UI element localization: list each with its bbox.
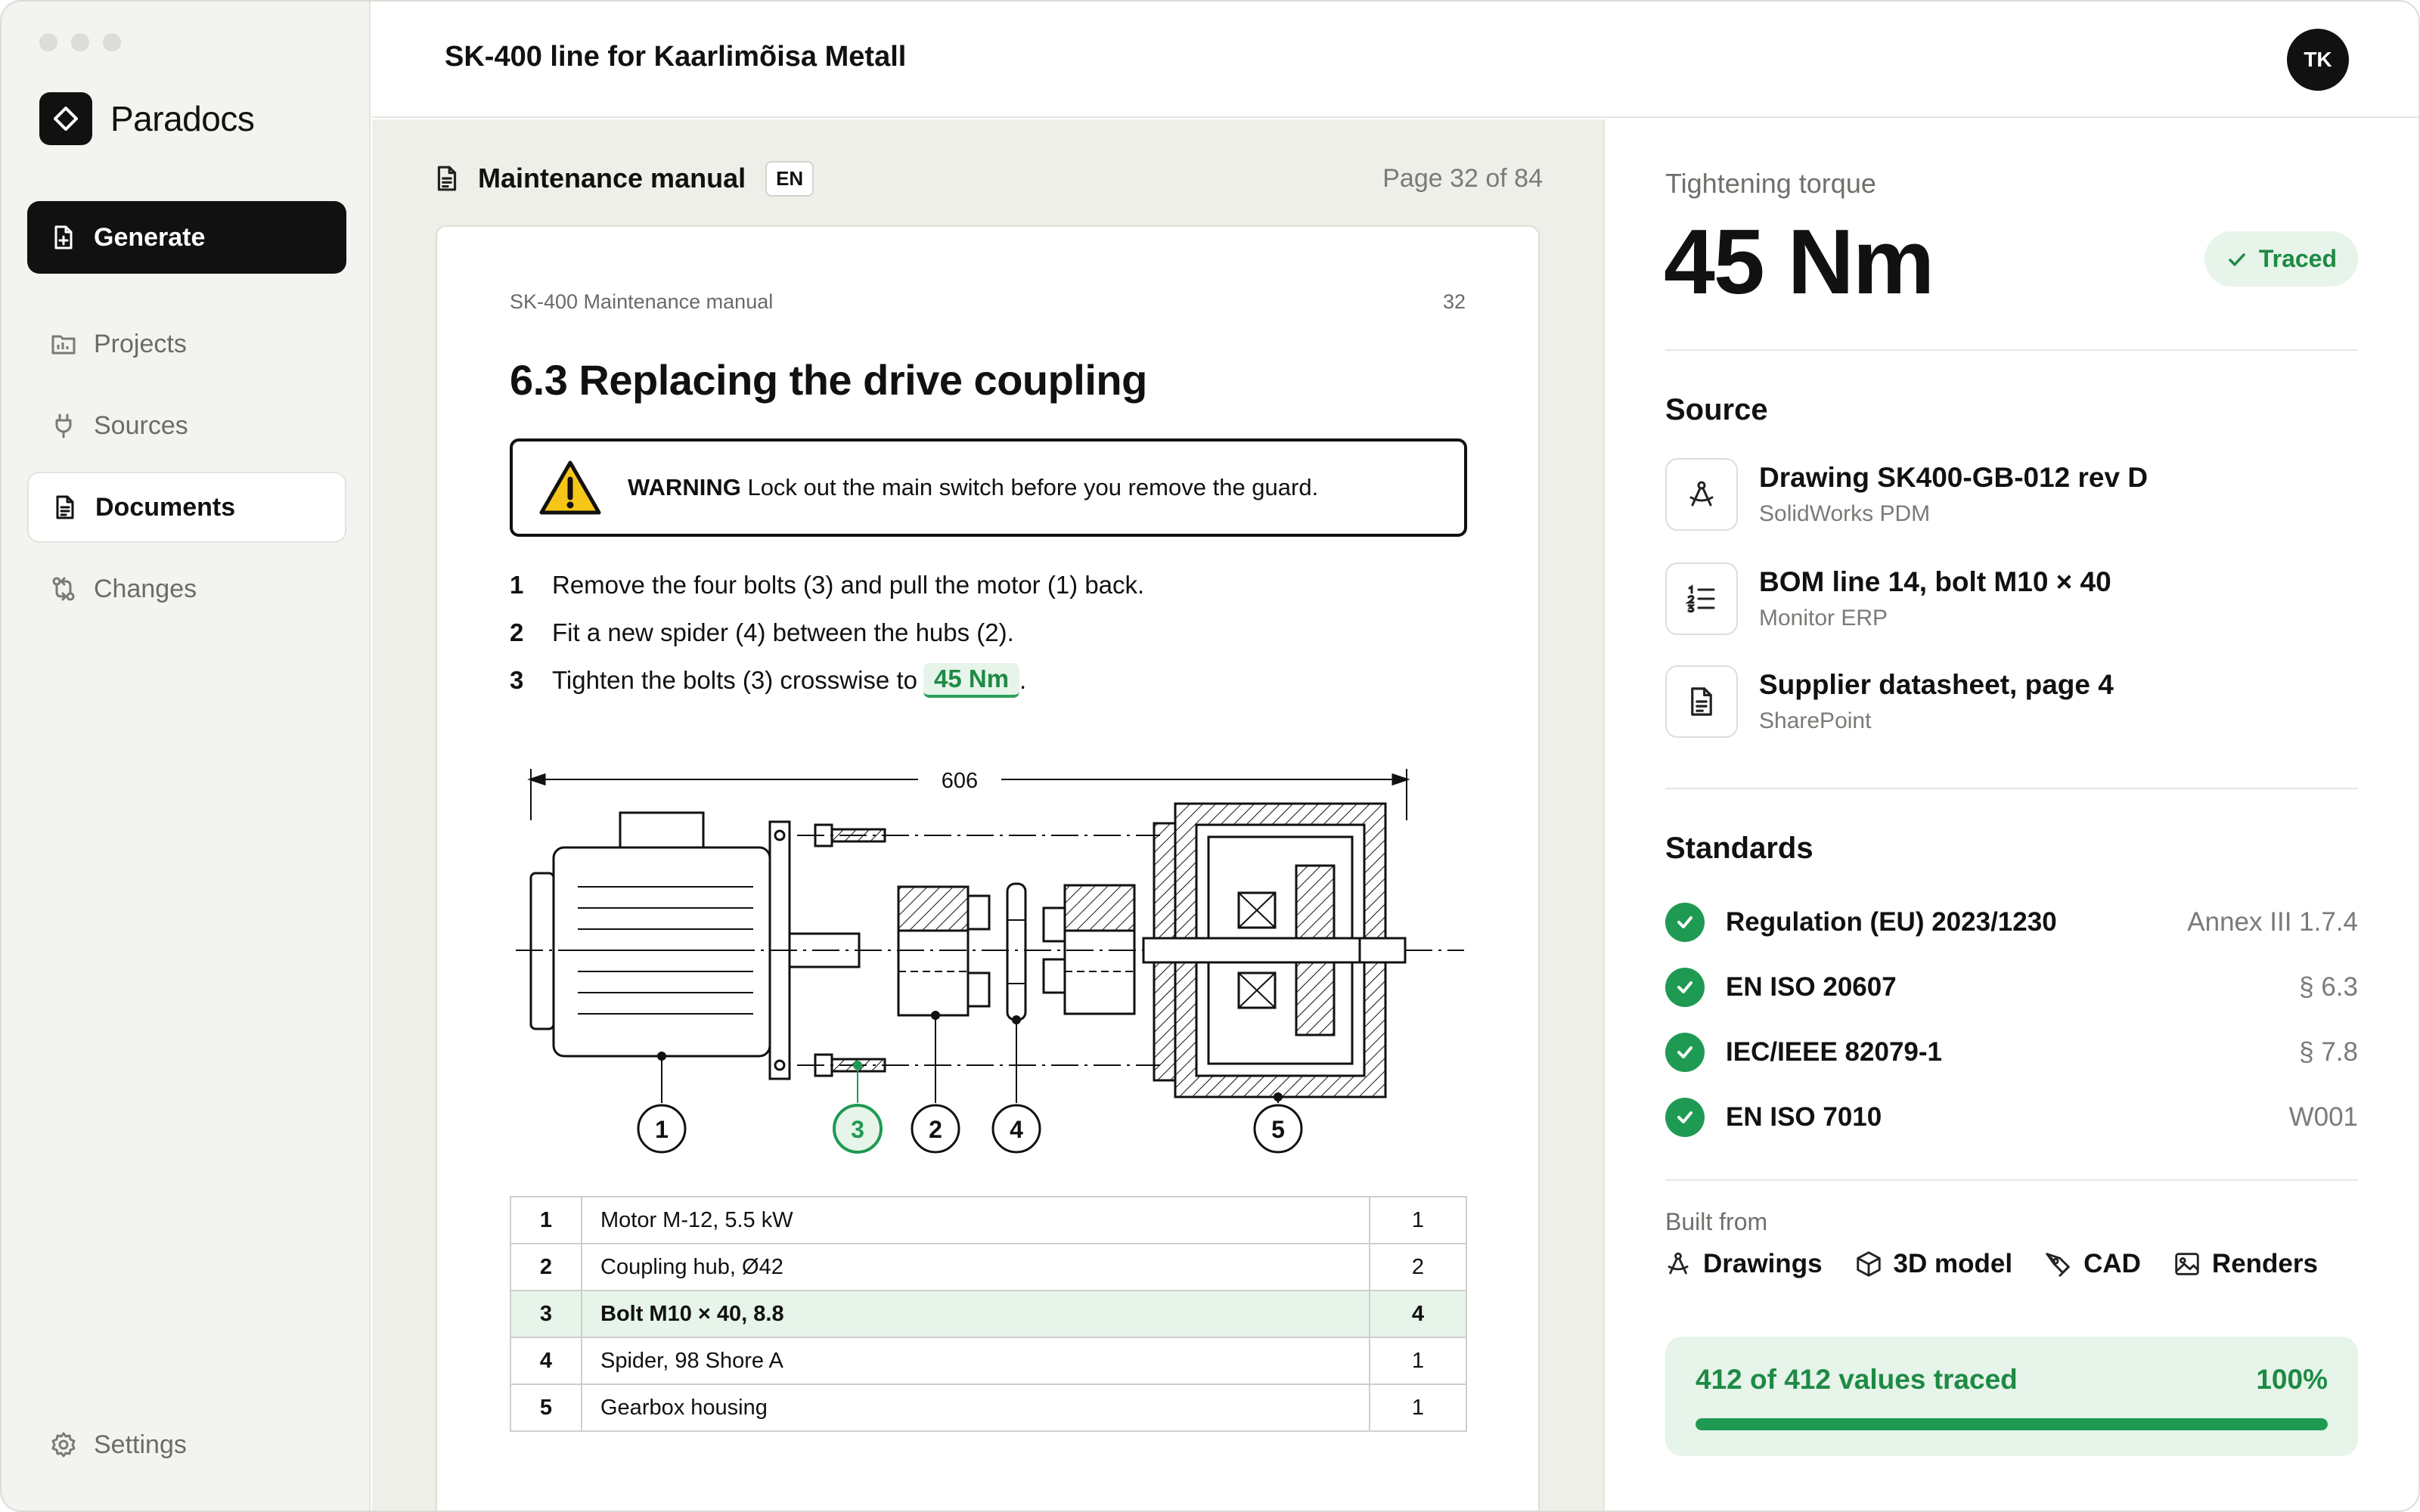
step-list [510,561,1144,704]
callout-number: 2 [929,1116,942,1143]
standard-item[interactable] [1665,966,2358,1009]
gear-icon [50,1431,77,1458]
page-number: 32 [1442,290,1466,313]
part-quantity: 1 [1370,1384,1466,1431]
part-position: 3 [510,1290,582,1337]
divider [1665,349,2358,351]
top-bar [372,2,2418,118]
new-document-icon [50,224,77,251]
source-title: BOM line 14, bolt M10 × 40 [1759,566,2111,597]
source-system: SolidWorks PDM [1759,501,1931,526]
check-circle-icon [1665,1033,1705,1072]
coupling-assembly-drawing [510,752,1470,1160]
table-row[interactable] [510,1337,1466,1384]
part-quantity: 1 [1370,1197,1466,1244]
table-row[interactable] [510,1244,1466,1290]
trace-progress-card [1665,1337,2358,1456]
progress-track [1696,1418,2328,1430]
check-icon [2226,248,2248,271]
parts-list-table [510,1196,1467,1432]
part-position: 1 [510,1197,582,1244]
dimension-label: 606 [941,769,979,793]
document-page [436,225,1540,1512]
numbered-list-icon [1665,562,1738,635]
built-from-cad[interactable] [2044,1249,2141,1279]
compass-drawing-icon [1664,1250,1692,1278]
built-from-drawings[interactable] [1664,1249,1823,1279]
traced-status-badge [2204,231,2358,287]
callout-2[interactable] [912,1105,959,1152]
step-number: 1 [510,570,524,599]
source-item[interactable] [1665,665,2114,738]
trace-inspector [1606,119,2418,1512]
source-title: Drawing SK400-GB-012 rev D [1759,462,2149,493]
part-quantity: 4 [1370,1290,1466,1337]
image-icon [2173,1250,2201,1278]
standard-reference: § 7.8 [2299,1037,2358,1067]
progress-fill [1696,1418,2328,1430]
check-circle-icon [1665,968,1705,1007]
standard-reference: Annex III 1.7.4 [2187,907,2358,937]
step-item [510,561,1144,609]
check-circle-icon [1665,1098,1705,1137]
part-description: Spider, 98 Shore A [582,1337,1370,1384]
step-number: 3 [510,665,524,694]
project-title: SK-400 line for Kaarlimõisa Metall [445,41,907,73]
standards-heading: Standards [1665,832,1813,865]
part-description: Gearbox housing [582,1384,1370,1431]
warning-label: WARNING [628,474,741,500]
sidebar-item-label: Documents [95,492,236,522]
part-quantity: 2 [1370,1244,1466,1290]
page-indicator: Page 32 of 84 [1382,163,1543,193]
document-title: Maintenance manual [478,163,746,194]
step-item [510,609,1144,656]
built-from-label-text: CAD [2083,1249,2141,1278]
part-description: Coupling hub, Ø42 [582,1244,1370,1290]
progress-percent: 100% [2256,1364,2328,1395]
source-item[interactable] [1665,458,2148,531]
sidebar-item-settings[interactable] [27,1409,346,1480]
maximize-window-button[interactable] [103,33,121,51]
built-from-list [1664,1249,2318,1279]
part-position: 4 [510,1337,582,1384]
branch-icon [50,575,77,603]
callout-number: 3 [851,1116,864,1143]
brand[interactable] [39,92,254,145]
paradocs-logo-icon [39,92,92,145]
callout-1[interactable] [638,1105,685,1152]
user-avatar[interactable]: TK [2287,29,2349,91]
part-position: 2 [510,1244,582,1290]
sidebar-item-label: Sources [94,411,188,440]
standard-name: IEC/IEEE 82079-1 [1726,1037,1942,1067]
built-from-label-text: Renders [2211,1249,2318,1278]
standard-item[interactable] [1665,1031,2358,1074]
standard-name: Regulation (EU) 2023/1230 [1726,907,2057,937]
brand-name: Paradocs [110,99,255,138]
document-icon [433,164,461,193]
sidebar-item-documents[interactable] [27,472,346,543]
sidebar-item-projects[interactable] [27,308,346,380]
plug-icon [50,412,77,439]
source-title: Supplier datasheet, page 4 [1759,669,2114,700]
built-from-renders[interactable] [2173,1249,2318,1279]
document-viewer [372,119,1605,1512]
source-system: SharePoint [1759,708,1872,733]
compass-drawing-icon [1665,458,1738,531]
standard-name: EN ISO 20607 [1726,972,1897,1002]
part-position: 5 [510,1384,582,1431]
section-heading: 6.3 Replacing the drive coupling [510,356,1147,404]
close-window-button[interactable] [39,33,57,51]
progress-text: 412 of 412 values traced [1696,1364,2018,1395]
check-circle-icon [1665,903,1705,942]
callout-5[interactable] [1255,1105,1302,1152]
built-from-label-text: 3D model [1893,1249,2013,1278]
callout-number: 1 [655,1116,669,1143]
callout-number: 4 [1010,1116,1023,1143]
warning-box [510,438,1467,537]
sidebar-item-label: Settings [94,1430,187,1459]
traced-status-text: Traced [2258,245,2337,272]
step-text: Tighten the bolts (3) crosswise to [552,665,917,694]
standard-reference: § 6.3 [2299,972,2358,1002]
divider [1665,788,2358,789]
step-suffix: . [1019,665,1027,694]
window-controls [39,33,121,51]
standard-name: EN ISO 7010 [1726,1102,1882,1132]
built-from-3d-model[interactable] [1854,1249,2013,1279]
warning-triangle-icon [538,460,602,516]
traced-value: 45 Nm [1664,210,1934,313]
language-badge[interactable]: EN [765,161,814,197]
document-icon [1665,665,1738,738]
table-row[interactable] [510,1384,1466,1431]
document-icon [51,494,79,521]
divider [1665,1179,2358,1181]
standard-item[interactable] [1665,901,2358,943]
callout-number: 5 [1271,1116,1285,1143]
minimize-window-button[interactable] [71,33,89,51]
table-row-highlighted[interactable] [510,1290,1466,1337]
step-number: 2 [510,618,524,646]
warning-text [628,474,1318,501]
sidebar-item-sources[interactable] [27,390,346,461]
traced-value-chip[interactable]: 45 Nm [923,663,1019,698]
source-item[interactable] [1665,562,2111,635]
source-system: Monitor ERP [1759,606,1888,631]
standard-item[interactable] [1665,1096,2358,1139]
part-quantity: 1 [1370,1337,1466,1384]
sidebar-item-changes[interactable] [27,553,346,624]
step-text: Fit a new spider (4) between the hubs (2). [552,618,1014,646]
warning-message: Lock out the main switch before you remove the guard. [747,474,1319,500]
part-description: Motor M-12, 5.5 kW [582,1197,1370,1244]
generate-button[interactable] [27,201,346,274]
gearbox-part [1143,804,1405,1097]
sidebar [2,2,371,1512]
standard-reference: W001 [2288,1102,2358,1132]
part-description: Bolt M10 × 40, 8.8 [582,1290,1370,1337]
cube-icon [1854,1250,1883,1278]
document-toolbar [433,156,1543,201]
generate-label: Generate [94,222,206,252]
sidebar-item-label: Projects [94,329,187,358]
motor-part [531,813,859,1079]
sidebar-item-label: Changes [94,574,197,603]
callout-3[interactable] [834,1105,881,1152]
pen-tool-icon [2044,1250,2073,1278]
folder-chart-icon [50,330,77,358]
running-head: SK-400 Maintenance manual [510,290,774,313]
step-item [510,656,1144,704]
built-from-label: Built from [1665,1208,1768,1235]
step-text: Remove the four bolts (3) and pull the motor (1) back. [552,570,1145,599]
spider-part [1007,884,1025,1020]
callout-4[interactable] [993,1105,1040,1152]
table-row[interactable] [510,1197,1466,1244]
built-from-label-text: Drawings [1703,1249,1823,1278]
source-heading: Source [1665,393,1768,426]
value-label: Tightening torque [1665,168,1876,199]
